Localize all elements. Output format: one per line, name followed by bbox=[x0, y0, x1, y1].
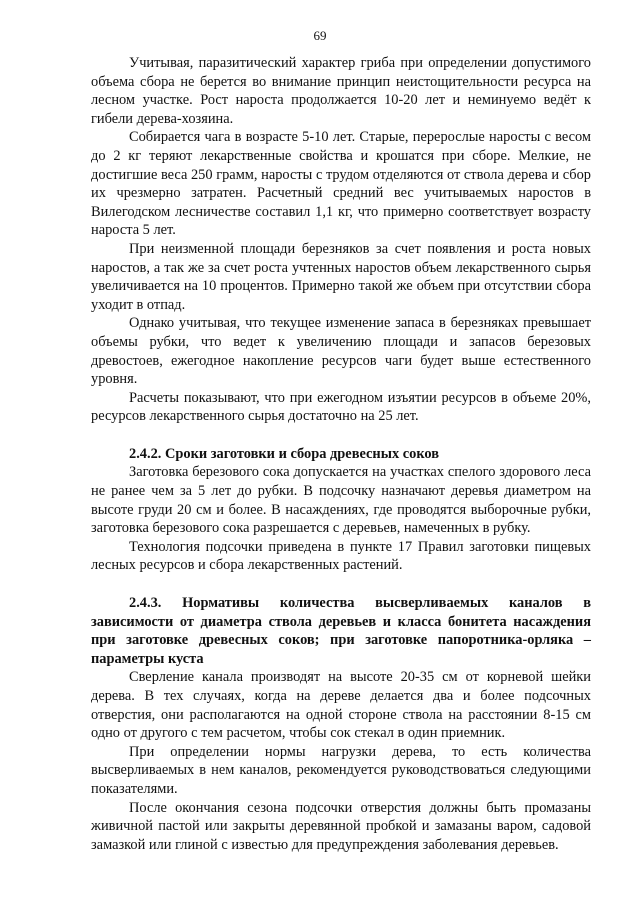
paragraph-calculation-summary: Расчеты показывают, что при ежегодном изъятии ресурсов в объеме 20%, ресурсов лекарственного сырья достаточно на 25 лет. bbox=[91, 389, 591, 425]
document-body bbox=[91, 54, 591, 854]
paragraph-chaga-parasitic: Учитывая, паразитический характер гриба при определении допустимого объема сбора не берется во внимание принцип неистощительности ресурса на лесном участке. Рост нароста продолжается 10-20 лет и неминуемо ведёт к гибели дерева-хозяина. bbox=[91, 55, 591, 127]
paragraph-load-norms: При определении нормы нагрузки дерева, то есть количества высверливаемых в нем каналов, рекомендуется руководствоваться следующими показателями. bbox=[91, 743, 591, 797]
paragraph-resource-growth: При неизменной площади березняков за счет появления и роста новых наростов, а так же за счет роста учтенных наростов объем лекарственного сырья увеличивается на 10 процентов. Примерно такой же объем при отсутствии сбора уходит в отпад. bbox=[91, 240, 591, 313]
paragraph-season-end: После окончания сезона подсочки отверстия должны быть промазаны живичной пастой или закрыты деревянной пробкой и замазаны варом, садовой замазкой или глиной с известью для предупреждения заболевания деревьев. bbox=[91, 799, 591, 853]
paragraph-resource-accumulation: Однако учитывая, что текущее изменение запаса в березняках превышает объемы рубки, что ведет к увеличению площади и запасов березовых древостоев, ежегодное накопление ресурсов чаги будет выше естественного уровня. bbox=[91, 315, 591, 388]
paragraph-drilling-height: Сверление канала производят на высоте 20-35 см от корневой шейки дерева. В тех случаях, когда на дереве делается два и более подсочных отверстия, они располагаются на одной стороне ствола на расстоянии 8-15 см одно от другого с тем расчетом, чтобы сок стекал в один приемник. bbox=[91, 669, 591, 742]
paragraph-chaga-collection-age: Собирается чага в возрасте 5-10 лет. Старые, перерослые наросты с весом до 2 кг теряют лекарственные свойства и крошатся при сборе. Мелкие, не достигшие веса 250 грамм, наросты с трудом отделяются от ствола дерева и сбор их чрезмерно затратен. Расчетный средний вес учитываемых наростов в Вилегодском лесничестве составил 1,1 кг, что примерно соответствует возрасту нароста 5 лет. bbox=[91, 129, 591, 239]
page-number: 69 bbox=[313, 28, 327, 43]
paragraph-tapping-technology: Технология подсочки приведена в пункте 17 Правил заготовки пищевых лесных ресурсов и сбора лекарственных растений. bbox=[91, 538, 591, 574]
section-heading-2-4-2: 2.4.2. Сроки заготовки и сбора древесных соков bbox=[129, 445, 440, 462]
section-heading-2-4-3: 2.4.3. Нормативы количества высверливаемых каналов в зависимости от диаметра ствола деревьев и класса бонитета насаждения при заготовке древесных соков; при заготовке папоротника-орляка – параметры куста bbox=[91, 595, 591, 667]
paragraph-birch-sap-harvest: Заготовка березового сока допускается на участках спелого здорового леса не ранее чем за 5 лет до рубки. В подсочку назначают деревья диаметром на высоте груди 20 см и более. В насаждениях, где проводятся выборочные рубки, заготовка березового сока разрешается с деревьев, намеченных в рубку. bbox=[91, 464, 591, 537]
